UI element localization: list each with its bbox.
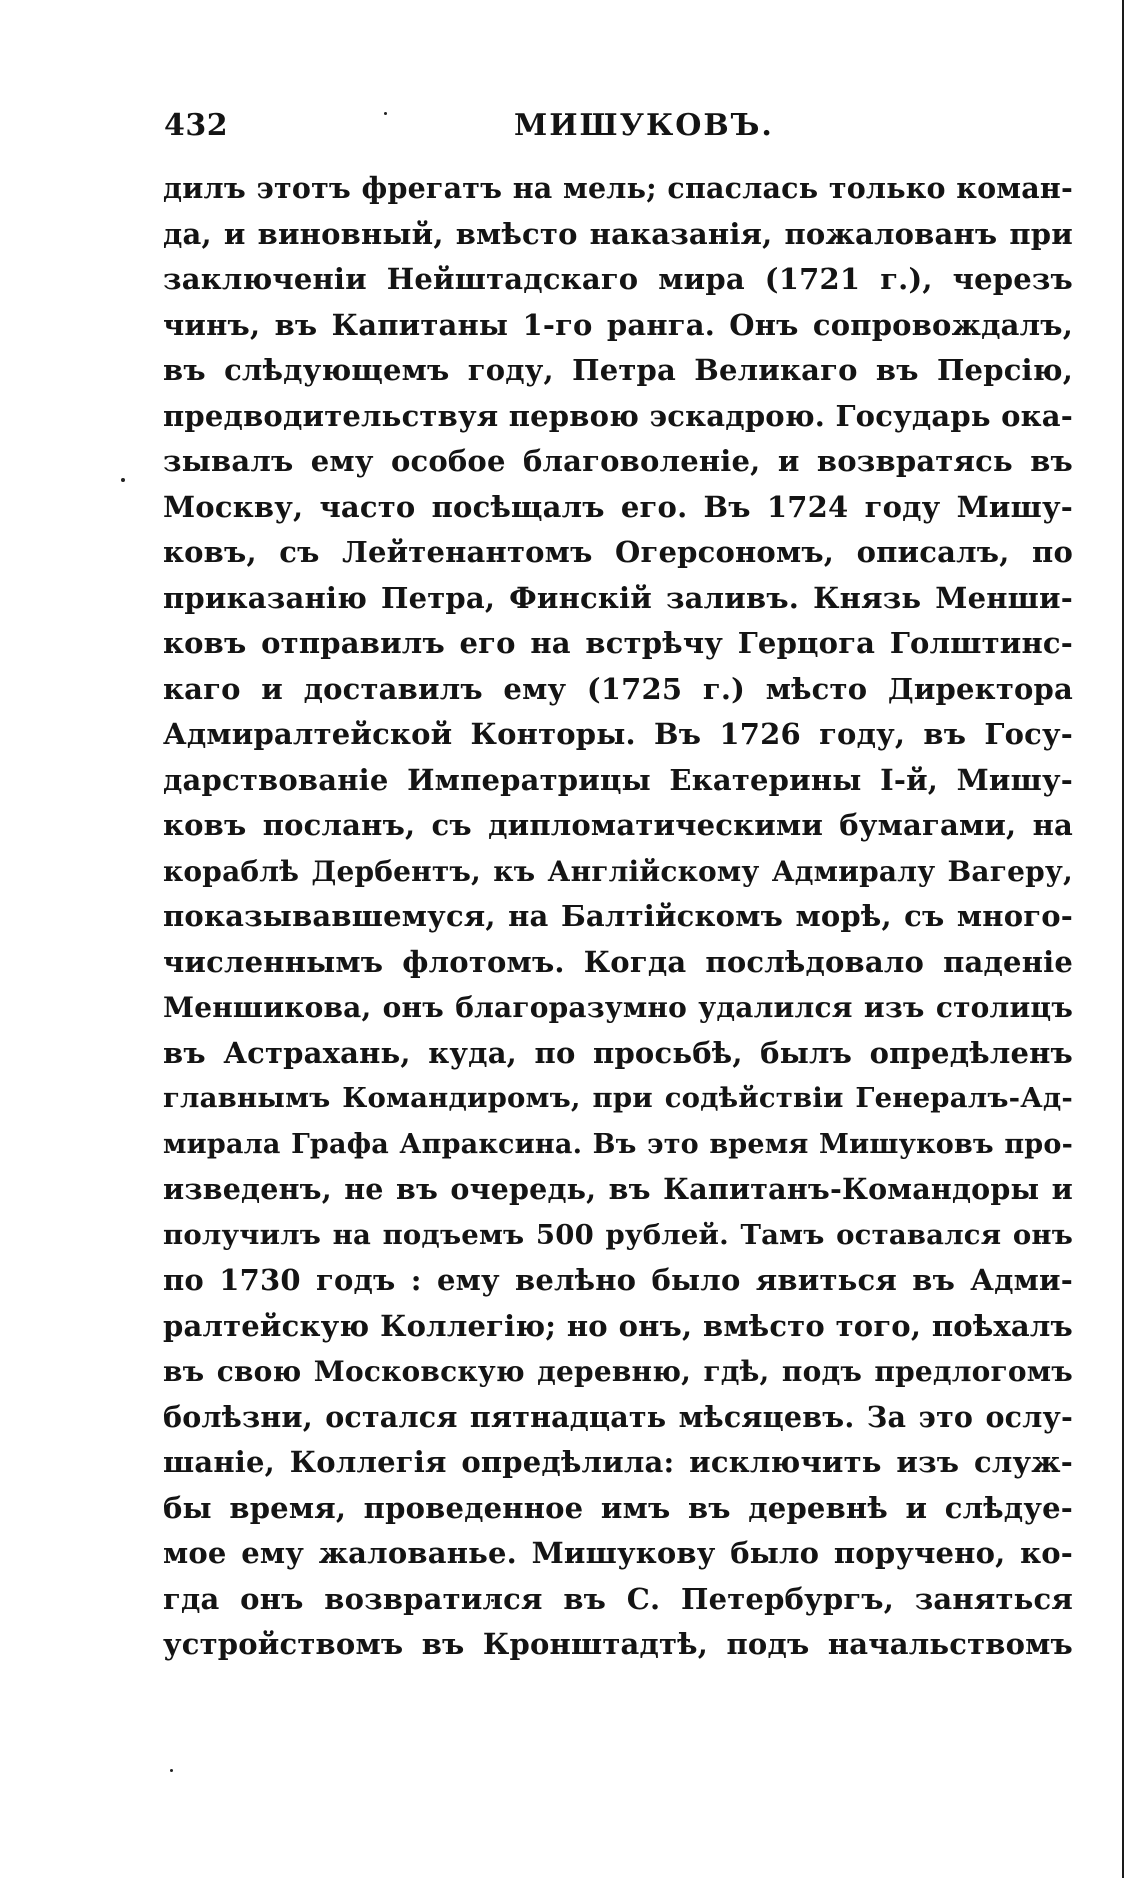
text-line: заключеніи Нейштадскаго мира (1721 г.), черезъ (163, 262, 1073, 296)
text-line: по 1730 годъ : ему велѣно было явиться въ Адми- (163, 1263, 1073, 1297)
text-line: ковъ посланъ, съ дипломатическими бумагами, на (163, 808, 1073, 842)
text-line: въ Астрахань, куда, по просьбѣ, былъ опредѣленъ (163, 1035, 1073, 1070)
text-line: дарствованіе Императрицы Екатерины І-й, Мишу- (163, 762, 1073, 797)
text-line: болѣзни, остался пятнадцать мѣсяцевъ. За это ослу- (163, 1399, 1073, 1434)
text-line: показывавшемуся, на Балтійскомъ морѣ, съ много- (163, 899, 1073, 933)
text-line: получилъ на подъемъ 500 рублей. Тамъ оставался онъ (163, 1218, 1073, 1251)
text-line: шаніе, Коллегія опредѣлила: исключить изъ служ- (163, 1445, 1073, 1479)
text-line: въ свою Московскую деревню, гдѣ, подъ предлогомъ (163, 1355, 1073, 1388)
text-line: приказанію Петра, Финскій заливъ. Князь Менши- (163, 580, 1073, 615)
page-header (160, 102, 1080, 152)
text-line: изведенъ, не въ очередь, въ Капитанъ-Командоры и (163, 1172, 1073, 1206)
text-line: дилъ этотъ фрегатъ на мель; спаслась только коман- (163, 171, 1073, 205)
text-line: устройствомъ въ Кронштадтѣ, подъ начальствомъ (163, 1627, 1073, 1661)
text-line: ралтейскую Коллегію; но онъ, вмѣсто того, поѣхалъ (163, 1308, 1073, 1343)
text-line: да, и виновный, вмѣсто наказанія, пожалованъ при (163, 216, 1073, 251)
text-line: Москву, часто посѣщалъ его. Въ 1724 году Мишу- (163, 489, 1073, 524)
ink-speck (170, 1769, 173, 1772)
text-line: каго и доставилъ ему (1725 г.) мѣсто Директора (163, 671, 1073, 706)
running-head: МИШУКОВЪ. (514, 108, 774, 143)
text-line: главнымъ Командиромъ, при содѣйствіи Генералъ-Ад- (163, 1082, 1073, 1114)
page-number: 432 (164, 108, 229, 143)
text-line: чинъ, въ Капитаны 1-го ранга. Онъ сопровождалъ, (163, 307, 1073, 342)
page-edge-rule (1122, 0, 1124, 1878)
text-line: мирала Графа Апраксина. Въ это время Мишуковъ про- (163, 1128, 1073, 1160)
text-line: Меншикова, онъ благоразумно удалился изъ столицъ (163, 991, 1073, 1024)
text-line: гда онъ возвратился въ С. Петербургъ, заняться (163, 1581, 1073, 1616)
text-line: бы время, проведенное имъ въ деревнѣ и слѣдуе- (163, 1490, 1073, 1525)
text-line: мое ему жалованье. Мишукову было поручено, ко- (163, 1536, 1073, 1570)
text-line: численнымъ флотомъ. Когда послѣдовало паденіе (163, 944, 1073, 979)
ink-speck (384, 112, 387, 115)
text-line: Адмиралтейской Конторы. Въ 1726 году, въ Госу- (163, 717, 1073, 751)
text-line: кораблѣ Дербентъ, къ Англійскому Адмиралу Вагеру, (163, 854, 1073, 888)
body-text (163, 166, 1073, 1668)
text-line: предводительствуя первою эскадрою. Государь ока- (163, 398, 1073, 433)
text-line: ковъ, съ Лейтенантомъ Огерсономъ, описалъ, по (163, 535, 1073, 569)
text-line: зывалъ ему особое благоволеніе, и возвратясь въ (163, 444, 1073, 478)
text-line: ковъ отправилъ его на встрѣчу Герцога Голштинс- (163, 626, 1073, 660)
text-line: въ слѣдующемъ году, Петра Великаго въ Персію, (163, 353, 1073, 387)
ink-speck (121, 478, 125, 482)
